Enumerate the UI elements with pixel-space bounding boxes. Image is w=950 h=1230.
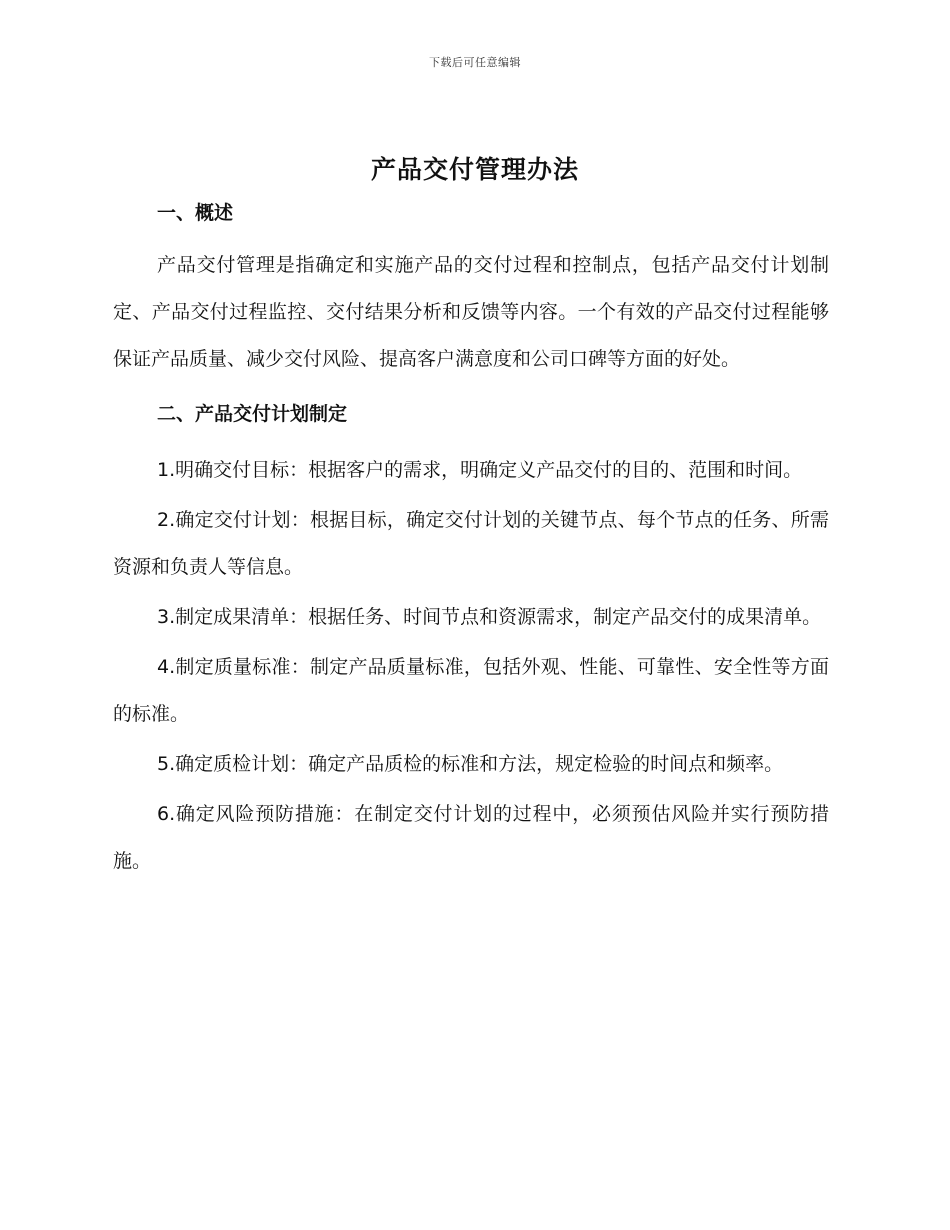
plan-item-5: 5.确定质检计划：确定产品质检的标准和方法，规定检验的时间点和频率。 [157,753,784,775]
overview-paragraph: 产品交付管理是指确定和实施产品的交付过程和控制点，包括产品交付计划制定、产品交付过程监控、交付结果分析和反馈等内容。一个有效的产品交付过程能够保证产品质量、减少交付风险、提高客户满意度和公司口碑等方面的好处。 [113,254,829,370]
plan-item-3: 3.制定成果清单：根据任务、时间节点和资源需求，制定产品交付的成果清单。 [157,606,822,628]
section-heading-overview: 一、概述 [157,202,234,224]
section-heading-delivery-plan: 二、产品交付计划制定 [157,403,348,425]
plan-item-4: 4.制定质量标准：制定产品质量标准，包括外观、性能、可靠性、安全性等方面的标准。 [113,656,829,725]
document-title: 产品交付管理办法 [370,155,579,184]
plan-item-1: 1.明确交付目标：根据客户的需求，明确定义产品交付的目的、范围和时间。 [157,459,803,481]
plan-item-2: 2.确定交付计划：根据目标，确定交付计划的关键节点、每个节点的任务、所需资源和负责人等信息。 [113,509,829,578]
document-body [113,196,829,888]
plan-item-6: 6.确定风险预防措施：在制定交付计划的过程中，必须预估风险并实行预防措施。 [113,803,829,872]
header-note: 下载后可任意编辑 [429,56,521,69]
